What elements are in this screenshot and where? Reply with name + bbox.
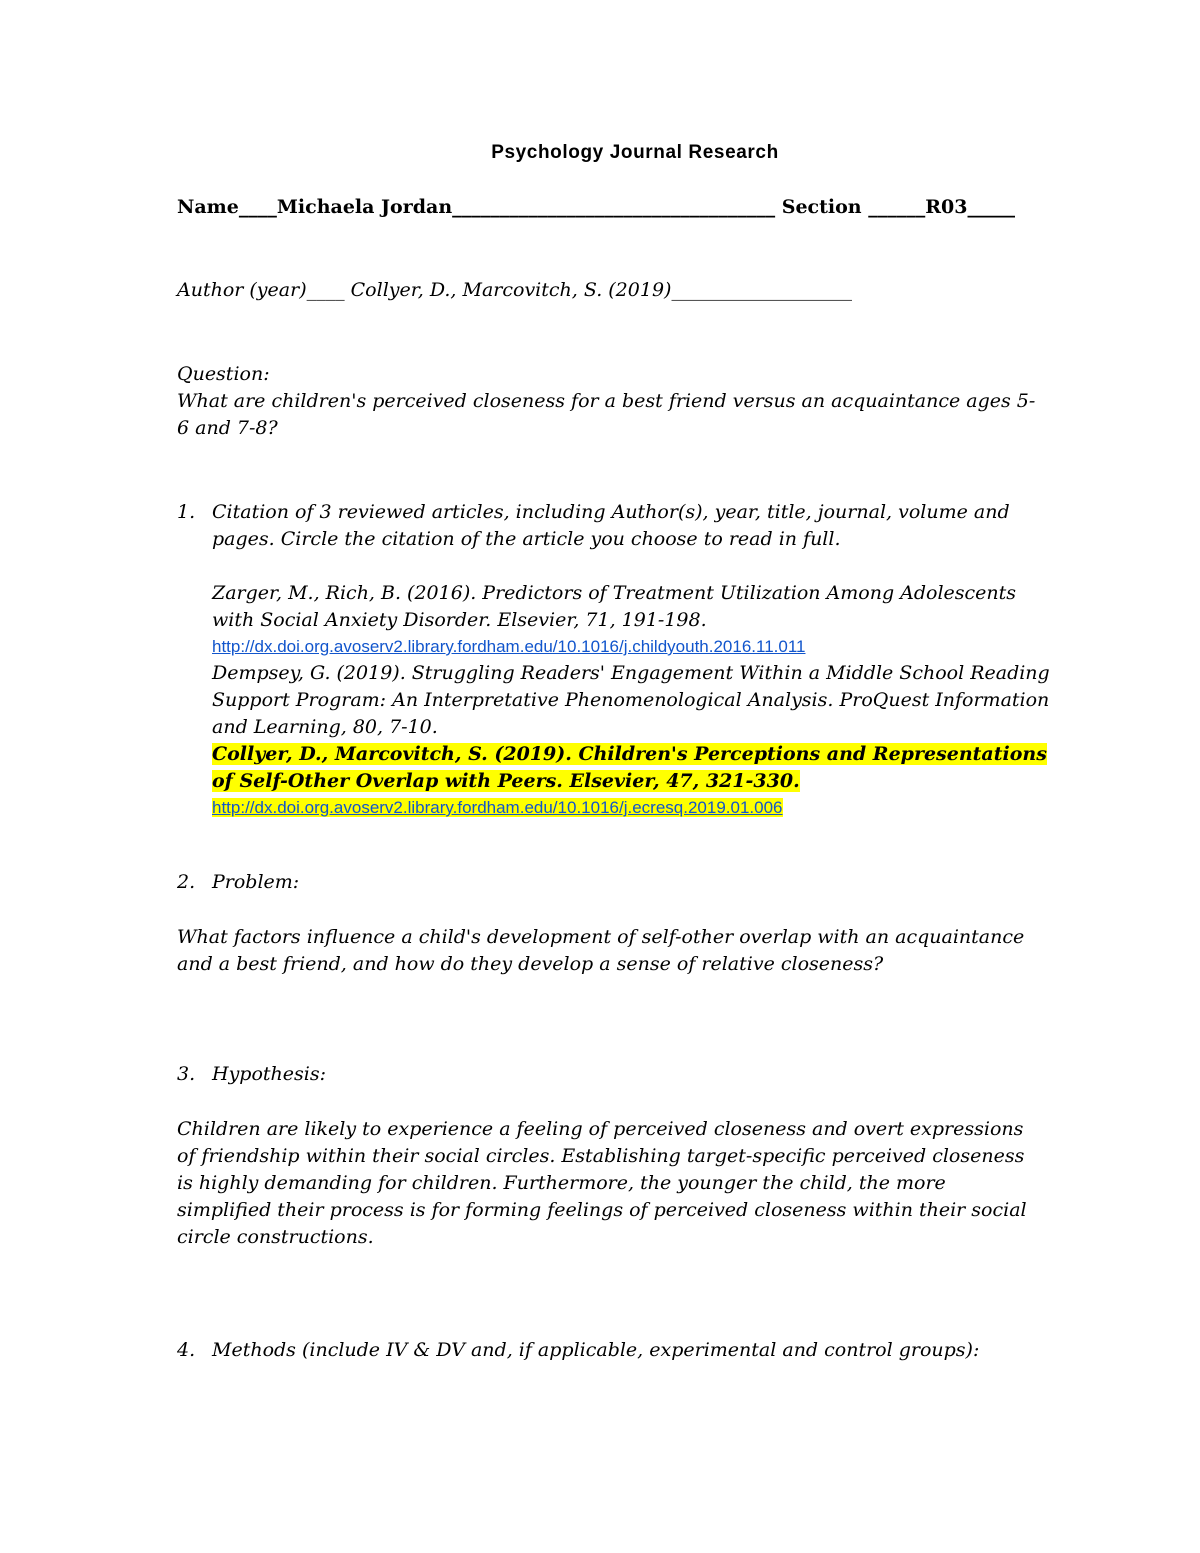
item-2-number: 2. — [177, 871, 196, 893]
citation-1-link[interactable]: http://dx.doi.org.avoserv2.library.fordham.edu/10.1016/j.childyouth.2016.11.011 — [212, 637, 806, 656]
question-label: Question: — [177, 363, 270, 385]
item-4-number: 4. — [177, 1339, 196, 1361]
item-3-number: 3. — [177, 1063, 196, 1085]
author-year-line: Author (year)____ Collyer, D., Marcovitch, S. (2019)___________________ — [177, 279, 852, 301]
citation-1 — [212, 580, 1052, 660]
item-1-text: Citation of 3 reviewed articles, including Author(s), year, title, journal, volume and pages. Circle the citation of the article you choose to read in full. — [212, 501, 1010, 550]
problem-text: What factors influence a child's development of self-other overlap with an acquaintance and a best friend, and how do they develop a sense of relative closeness? — [177, 926, 1025, 975]
document-title: Psychology Journal Research — [491, 142, 779, 163]
name-section-line: Name____Michaela Jordan__________________________________ Section ______R03_____ — [177, 196, 1015, 218]
citation-3-link[interactable] — [212, 795, 1052, 821]
citation-1-text: Zarger, M., Rich, B. (2016). Predictors of Treatment Utilization Among Adolescents with Social Anxiety Disorder. Elsevier, 71, 191-198. — [212, 582, 1017, 631]
item-1-number: 1. — [177, 501, 196, 523]
question-text: What are children's perceived closeness for a best friend versus an acquaintance ages 5-6 and 7-8? — [177, 390, 1036, 439]
citation-3-text: Collyer, D., Marcovitch, S. (2019). Children's Perceptions and Representations of Self-Other Overlap with Peers. Elsevier, 47, 321-330. — [212, 743, 1047, 792]
citation-3 — [212, 741, 1052, 821]
item-2-label: Problem: — [212, 871, 300, 893]
citation-2-text: Dempsey, G. (2019). Struggling Readers' Engagement Within a Middle School Reading Support Program: An Interpretative Phenomenological Analysis. ProQuest Information and Learning, 80, 7-10. — [212, 662, 1050, 738]
citation-2 — [212, 660, 1052, 741]
hypothesis-text: Children are likely to experience a feeling of perceived closeness and overt expressions of friendship within their social circles. Establishing target-specific perceived closeness is highly demanding for children. Furthermore, the younger the child, the more simplified their process is for forming feelings of perceived closeness within their social circle constructions. — [177, 1118, 1027, 1248]
citations-list — [212, 580, 1052, 821]
question-block — [177, 361, 1037, 442]
item-3-label: Hypothesis: — [212, 1063, 326, 1085]
citation-3-link-text[interactable]: http://dx.doi.org.avoserv2.library.fordham.edu/10.1016/j.ecresq.2019.01.006 — [212, 798, 783, 817]
item-4-label: Methods (include IV & DV and, if applicable, experimental and control groups): — [212, 1339, 980, 1361]
